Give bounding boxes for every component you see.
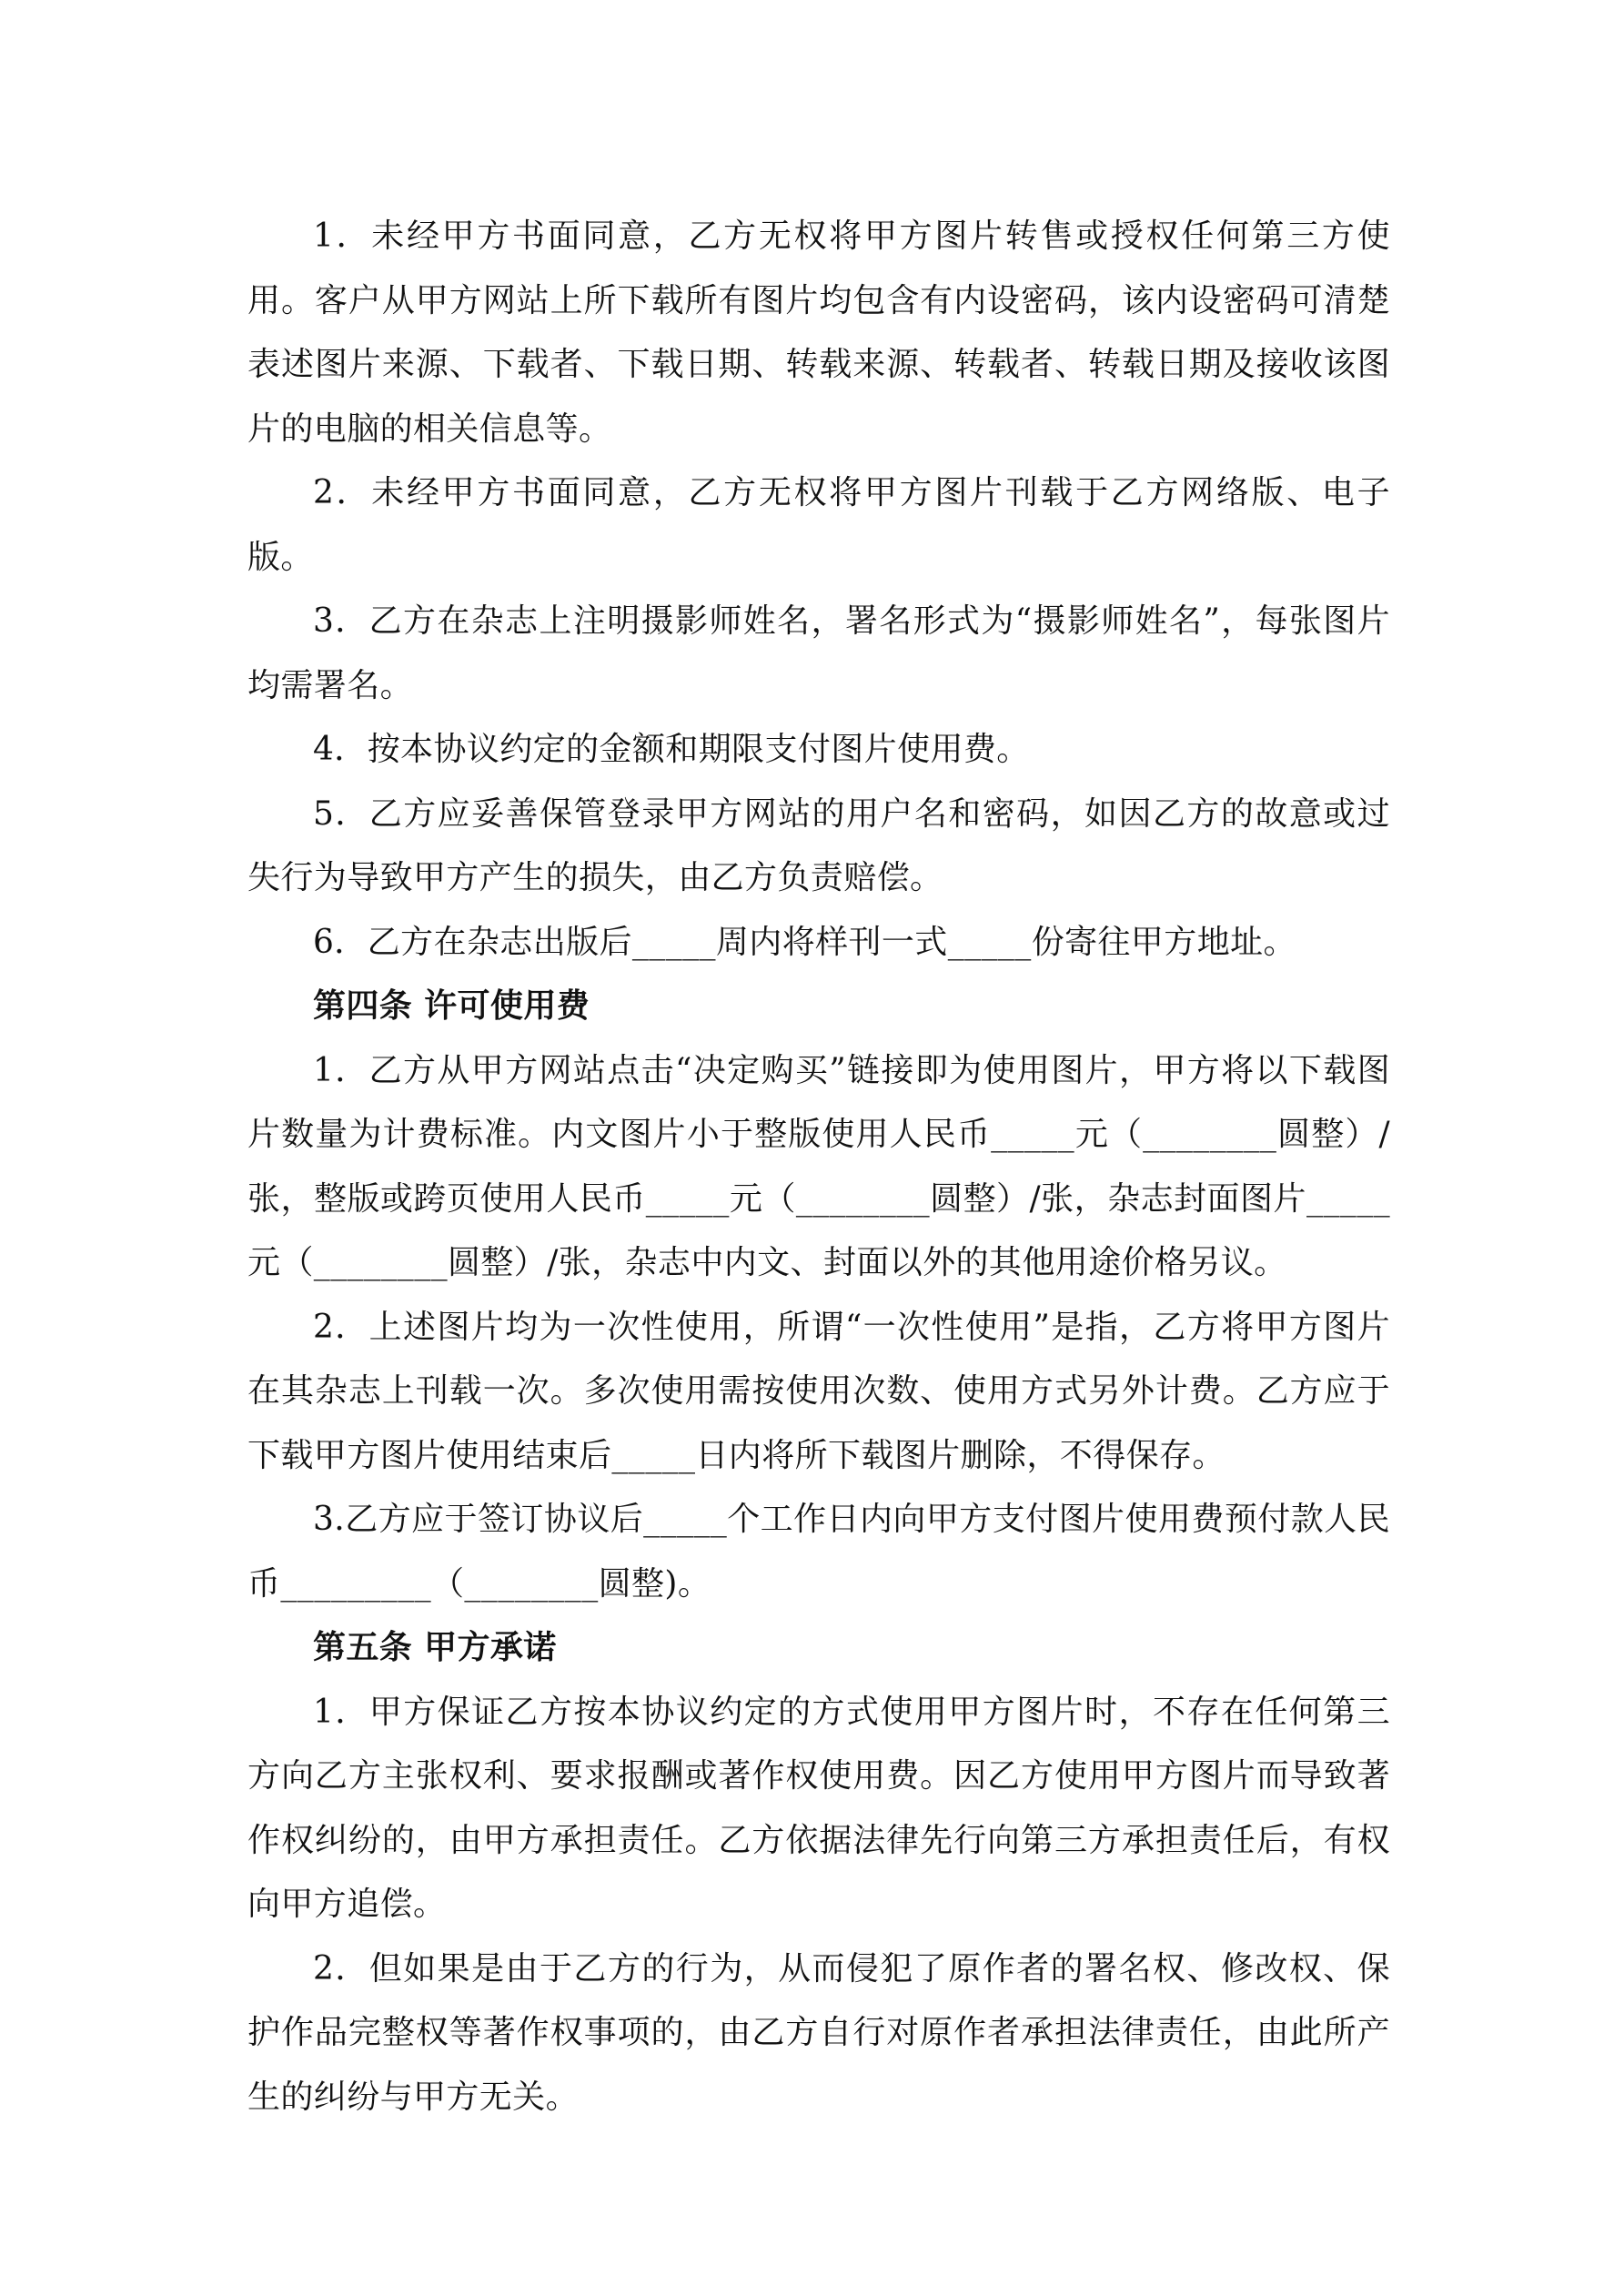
clause-4-1: 1．乙方从甲方网站点击“决定购买”链接即为使用图片，甲方将以下载图片数量为计费标准。内文图片小于整版使用人民币_____元（________圆整）/张，整版或跨页使用人民币_____元（________圆整）/张，杂志封面图片_____元（________圆整）/张，杂志中内文、封面以外的其他用途价格另议。 <box>247 1051 1390 1281</box>
clause-3-6: 6．乙方在杂志出版后_____周内将样刊一式_____份寄往甲方地址。 <box>313 923 1296 961</box>
clause-3-1: 1．未经甲方书面同意，乙方无权将甲方图片转售或授权任何第三方使用。客户从甲方网站上所下载所有图片均包含有内设密码，该内设密码可清楚表述图片来源、下载者、下载日期、转载来源、转载者、转载日期及接收该图片的电脑的相关信息等。 <box>247 217 1390 448</box>
section-4-heading: 第四条 许可使用费 <box>313 987 590 1025</box>
section-5-heading: 第五条 甲方承诺 <box>313 1629 557 1666</box>
clause-5-2: 2．但如果是由于乙方的行为，从而侵犯了原作者的署名权、修改权、保护作品完整权等著作权事项的，由乙方自行对原作者承担法律责任，由此所产生的纠纷与甲方无关。 <box>247 1949 1390 2116</box>
clause-4-2: 2．上述图片均为一次性使用，所谓“一次性使用”是指，乙方将甲方图片在其杂志上刊载一次。多次使用需按使用次数、使用方式另外计费。乙方应于下载甲方图片使用结束后_____日内将所下载图片删除，不得保存。 <box>247 1308 1390 1474</box>
clause-5-1: 1．甲方保证乙方按本协议约定的方式使用甲方图片时，不存在任何第三方向乙方主张权利、要求报酬或著作权使用费。因乙方使用甲方图片而导致著作权纠纷的，由甲方承担责任。乙方依据法律先行向第三方承担责任后，有权向甲方追偿。 <box>247 1693 1390 1923</box>
clause-4-3: 3.乙方应于签订协议后_____个工作日内向甲方支付图片使用费预付款人民币_________（________圆整)。 <box>247 1501 1390 1603</box>
document-page <box>247 205 1390 2129</box>
clause-3-5: 5．乙方应妥善保管登录甲方网站的用户名和密码，如因乙方的故意或过失行为导致甲方产生的损失，由乙方负责赔偿。 <box>247 794 1390 896</box>
clause-3-4: 4．按本协议约定的金额和期限支付图片使用费。 <box>313 731 1030 768</box>
clause-3-2: 2．未经甲方书面同意，乙方无权将甲方图片刊载于乙方网络版、电子版。 <box>247 474 1390 576</box>
clause-3-3: 3．乙方在杂志上注明摄影师姓名，署名形式为“摄影师姓名”，每张图片均需署名。 <box>247 602 1390 704</box>
